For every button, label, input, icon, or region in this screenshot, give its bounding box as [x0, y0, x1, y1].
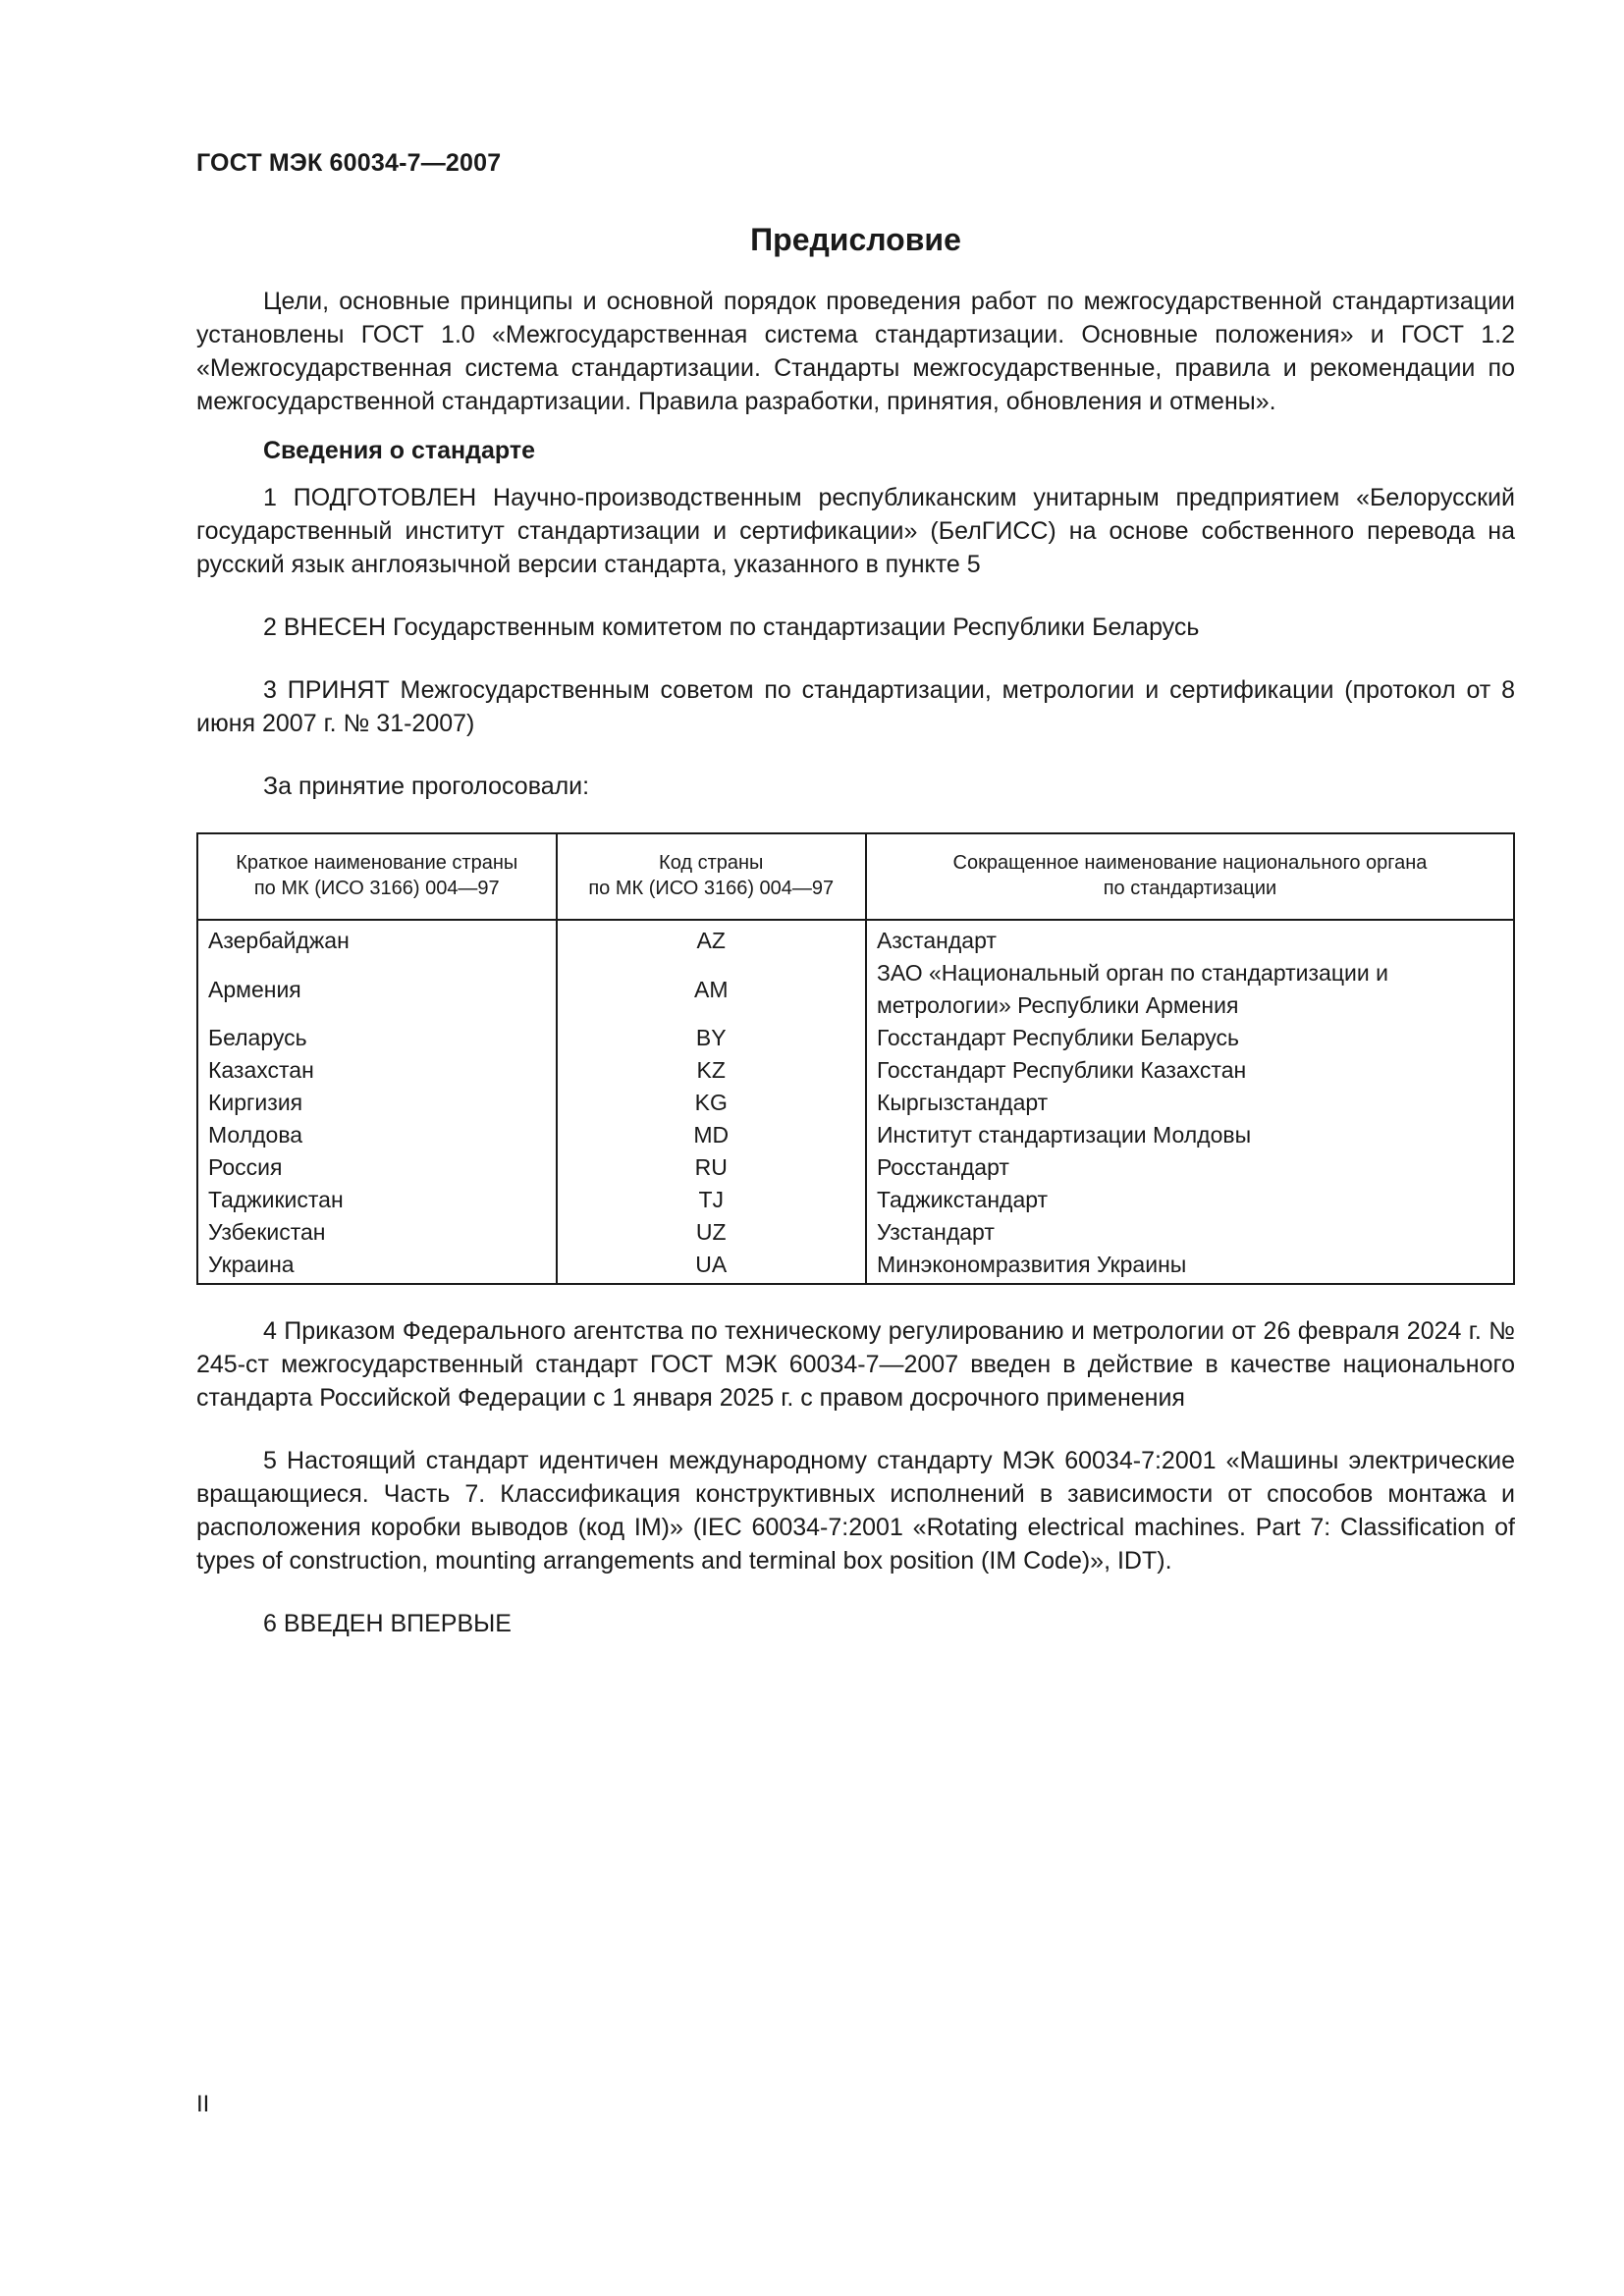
country-cell: Казахстан [197, 1054, 557, 1087]
member-countries-table [196, 832, 1515, 1285]
table-row [197, 1184, 1514, 1216]
code-cell: KG [557, 1087, 866, 1119]
body-cell: Таджикстандарт [876, 1187, 1049, 1212]
body-cell: Минэкономразвития Украины [876, 1252, 1187, 1277]
country-cell: Украина [197, 1249, 557, 1284]
country-cell: Азербайджан [197, 920, 557, 957]
table-header-row [197, 833, 1514, 920]
code-cell: MD [557, 1119, 866, 1151]
column-header-body [866, 833, 1514, 920]
table-row [197, 1022, 1514, 1054]
code-cell: BY [557, 1022, 866, 1054]
page-number: II [196, 2091, 210, 2117]
item-3-paragraph: 3 ПРИНЯТ Межгосударственным советом по стандартизации, метрологии и сертификации (протокол от 8 июня 2007 г. № 31-2007) [196, 676, 1515, 737]
intro-paragraph: Цели, основные принципы и основной порядок проведения работ по межгосударственной стандартизации установлены ГОСТ 1.0 «Межгосударственная система стандартизации. Основные положения» и ГОСТ 1.2 «Межгосударственная система стандартизации. Стандарты межгосударственные, правила и рекомендации по межгосударственной стандартизации. Правила разработки, принятия, обновления и отмены». [196, 288, 1515, 415]
column-header-code [557, 833, 866, 920]
code-cell: AZ [557, 920, 866, 957]
column-header-country [197, 833, 557, 920]
body-cell: Госстандарт Республики Казахстан [876, 1057, 1247, 1083]
body-cell: ЗАО «Национальный орган по стандартизации и метрологии» Республики Армения [876, 960, 1388, 1018]
item-1-paragraph: 1 ПОДГОТОВЛЕН Научно-производственным республиканским унитарным предприятием «Белорусский государственный институт стандартизации и сертификации» (БелГИСС) на основе собственного перевода на русский язык англоязычной версии стандарта, указанного в пункте 5 [196, 484, 1515, 578]
country-cell: Россия [197, 1151, 557, 1184]
item-5-paragraph: 5 Настоящий стандарт идентичен международному стандарту МЭК 60034-7:2001 «Машины электрические вращающиеся. Часть 7. Классификация конструктивных исполнений в зависимости от способов монтажа и расположения коробки выводов (код IM)» (IEC 60034-7:2001 «Rotating electrical machines. Part 7: Classification of types of construction, mounting arrangements and terminal box position (IM Code)», IDT). [196, 1447, 1515, 1575]
body-cell: Азстандарт [876, 928, 997, 953]
code-cell: UZ [557, 1216, 866, 1249]
body-cell: Росстандарт [876, 1154, 1009, 1180]
table-row [197, 920, 1514, 957]
table-row [197, 1119, 1514, 1151]
item-4-paragraph: 4 Приказом Федерального агентства по техническому регулированию и метрологии от 26 февраля 2024 г. № 245-ст межгосударственный стандарт ГОСТ МЭК 60034-7—2007 введен в действие в качестве национального стандарта Российской Федерации с 1 января 2025 г. с правом досрочного применения [196, 1317, 1515, 1412]
table-row [197, 1054, 1514, 1087]
page-title: Предисловие [750, 222, 961, 257]
voted-label: За принятие проголосовали: [263, 773, 590, 800]
table-row [197, 1216, 1514, 1249]
item-6-paragraph: 6 ВВЕДЕН ВПЕРВЫЕ [263, 1610, 512, 1637]
country-cell: Узбекистан [197, 1216, 557, 1249]
country-cell: Киргизия [197, 1087, 557, 1119]
table-row [197, 1249, 1514, 1284]
table-row [197, 957, 1514, 1022]
column-header-code-line2: по МК (ИСО 3166) 004—97 [588, 878, 835, 899]
code-cell: RU [557, 1151, 866, 1184]
column-header-country-line2: по МК (ИСО 3166) 004—97 [253, 878, 500, 899]
standard-info-heading: Сведения о стандарте [263, 437, 536, 464]
column-header-body-line2: по стандартизации [1103, 878, 1277, 899]
code-cell: TJ [557, 1184, 866, 1216]
body-cell: Узстандарт [876, 1219, 995, 1245]
table-row [197, 1151, 1514, 1184]
body-cell: Институт стандартизации Молдовы [876, 1122, 1252, 1148]
document-code: ГОСТ МЭК 60034-7—2007 [196, 149, 502, 177]
code-cell: UA [557, 1249, 866, 1284]
body-cell: Кыргызстандарт [876, 1090, 1049, 1115]
column-header-body-line1: Сокращенное наименование национального органа [952, 852, 1428, 874]
country-cell: Беларусь [197, 1022, 557, 1054]
item-2-paragraph: 2 ВНЕСЕН Государственным комитетом по стандартизации Республики Беларусь [263, 614, 1200, 641]
country-cell: Армения [197, 957, 557, 1022]
code-cell: AM [557, 957, 866, 1022]
column-header-country-line1: Краткое наименование страны [236, 852, 518, 874]
code-cell: KZ [557, 1054, 866, 1087]
country-cell: Таджикистан [197, 1184, 557, 1216]
country-cell: Молдова [197, 1119, 557, 1151]
body-cell: Госстандарт Республики Беларусь [876, 1025, 1240, 1050]
document-body [196, 285, 1515, 1640]
table-row [197, 1087, 1514, 1119]
column-header-code-line1: Код страны [659, 852, 764, 874]
